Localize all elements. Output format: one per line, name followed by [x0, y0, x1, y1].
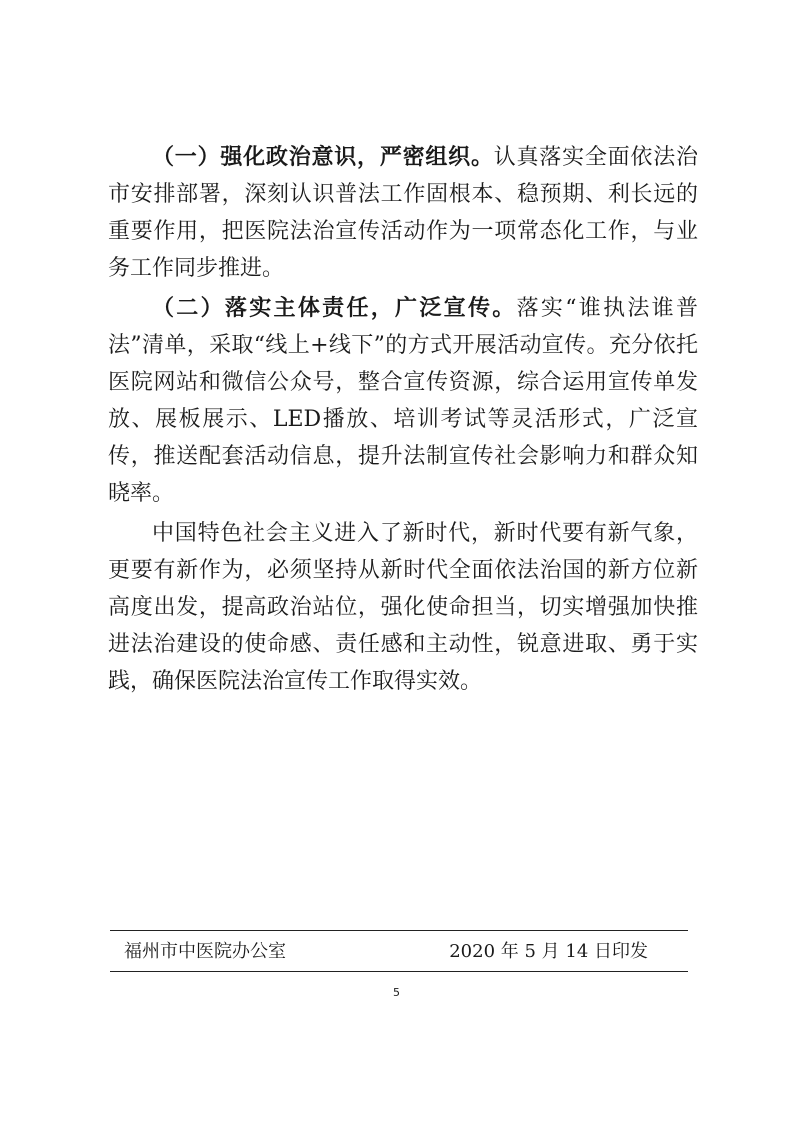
paragraph-3-text: 中国特色社会主义进入了新时代，新时代要有新气象，更要有新作为，必须坚持从新时代全面依法治国的新方位新高度出发，提高政治站位，强化使命担当，切实增强加快推进法治建设的使命感、责任感和主动性，锐意进取、勇于实践，确保医院法治宣传工作取得实效。: [108, 521, 698, 694]
paragraph-1-text: 认真落实全面依法治市安排部署，深刻认识普法工作固根本、稳预期、利长远的重要作用，把医院法治宣传活动作为一项常态化工作，与业务工作同步推进。: [108, 145, 698, 281]
page-number: 5: [393, 986, 400, 999]
paragraph-2-text: 落实“谁执法谁普法”清单，采取“线上+线下”的方式开展活动宣传。充分依托医院网站和微信公众号，整合宣传资源，综合运用宣传单发放、展板展示、LED播放、培训考试等灵活形式，广泛宣传，推送配套活动信息，提升法制宣传社会影响力和群众知晓率。: [108, 296, 698, 506]
paragraph-2: [108, 290, 698, 512]
paragraph-1-heading: （一）强化政治意识，严密组织。: [152, 144, 494, 170]
document-body: [108, 139, 698, 700]
paragraph-2-heading: （二）落实主体责任，广泛宣传。: [152, 295, 517, 321]
issuance-footer: [110, 930, 688, 972]
paragraph-1: [108, 139, 698, 287]
issuing-office: 福州市中医院办公室: [124, 941, 286, 962]
issue-date: 2020 年 5 月 14 日印发: [449, 941, 648, 962]
paragraph-3: [108, 515, 698, 700]
